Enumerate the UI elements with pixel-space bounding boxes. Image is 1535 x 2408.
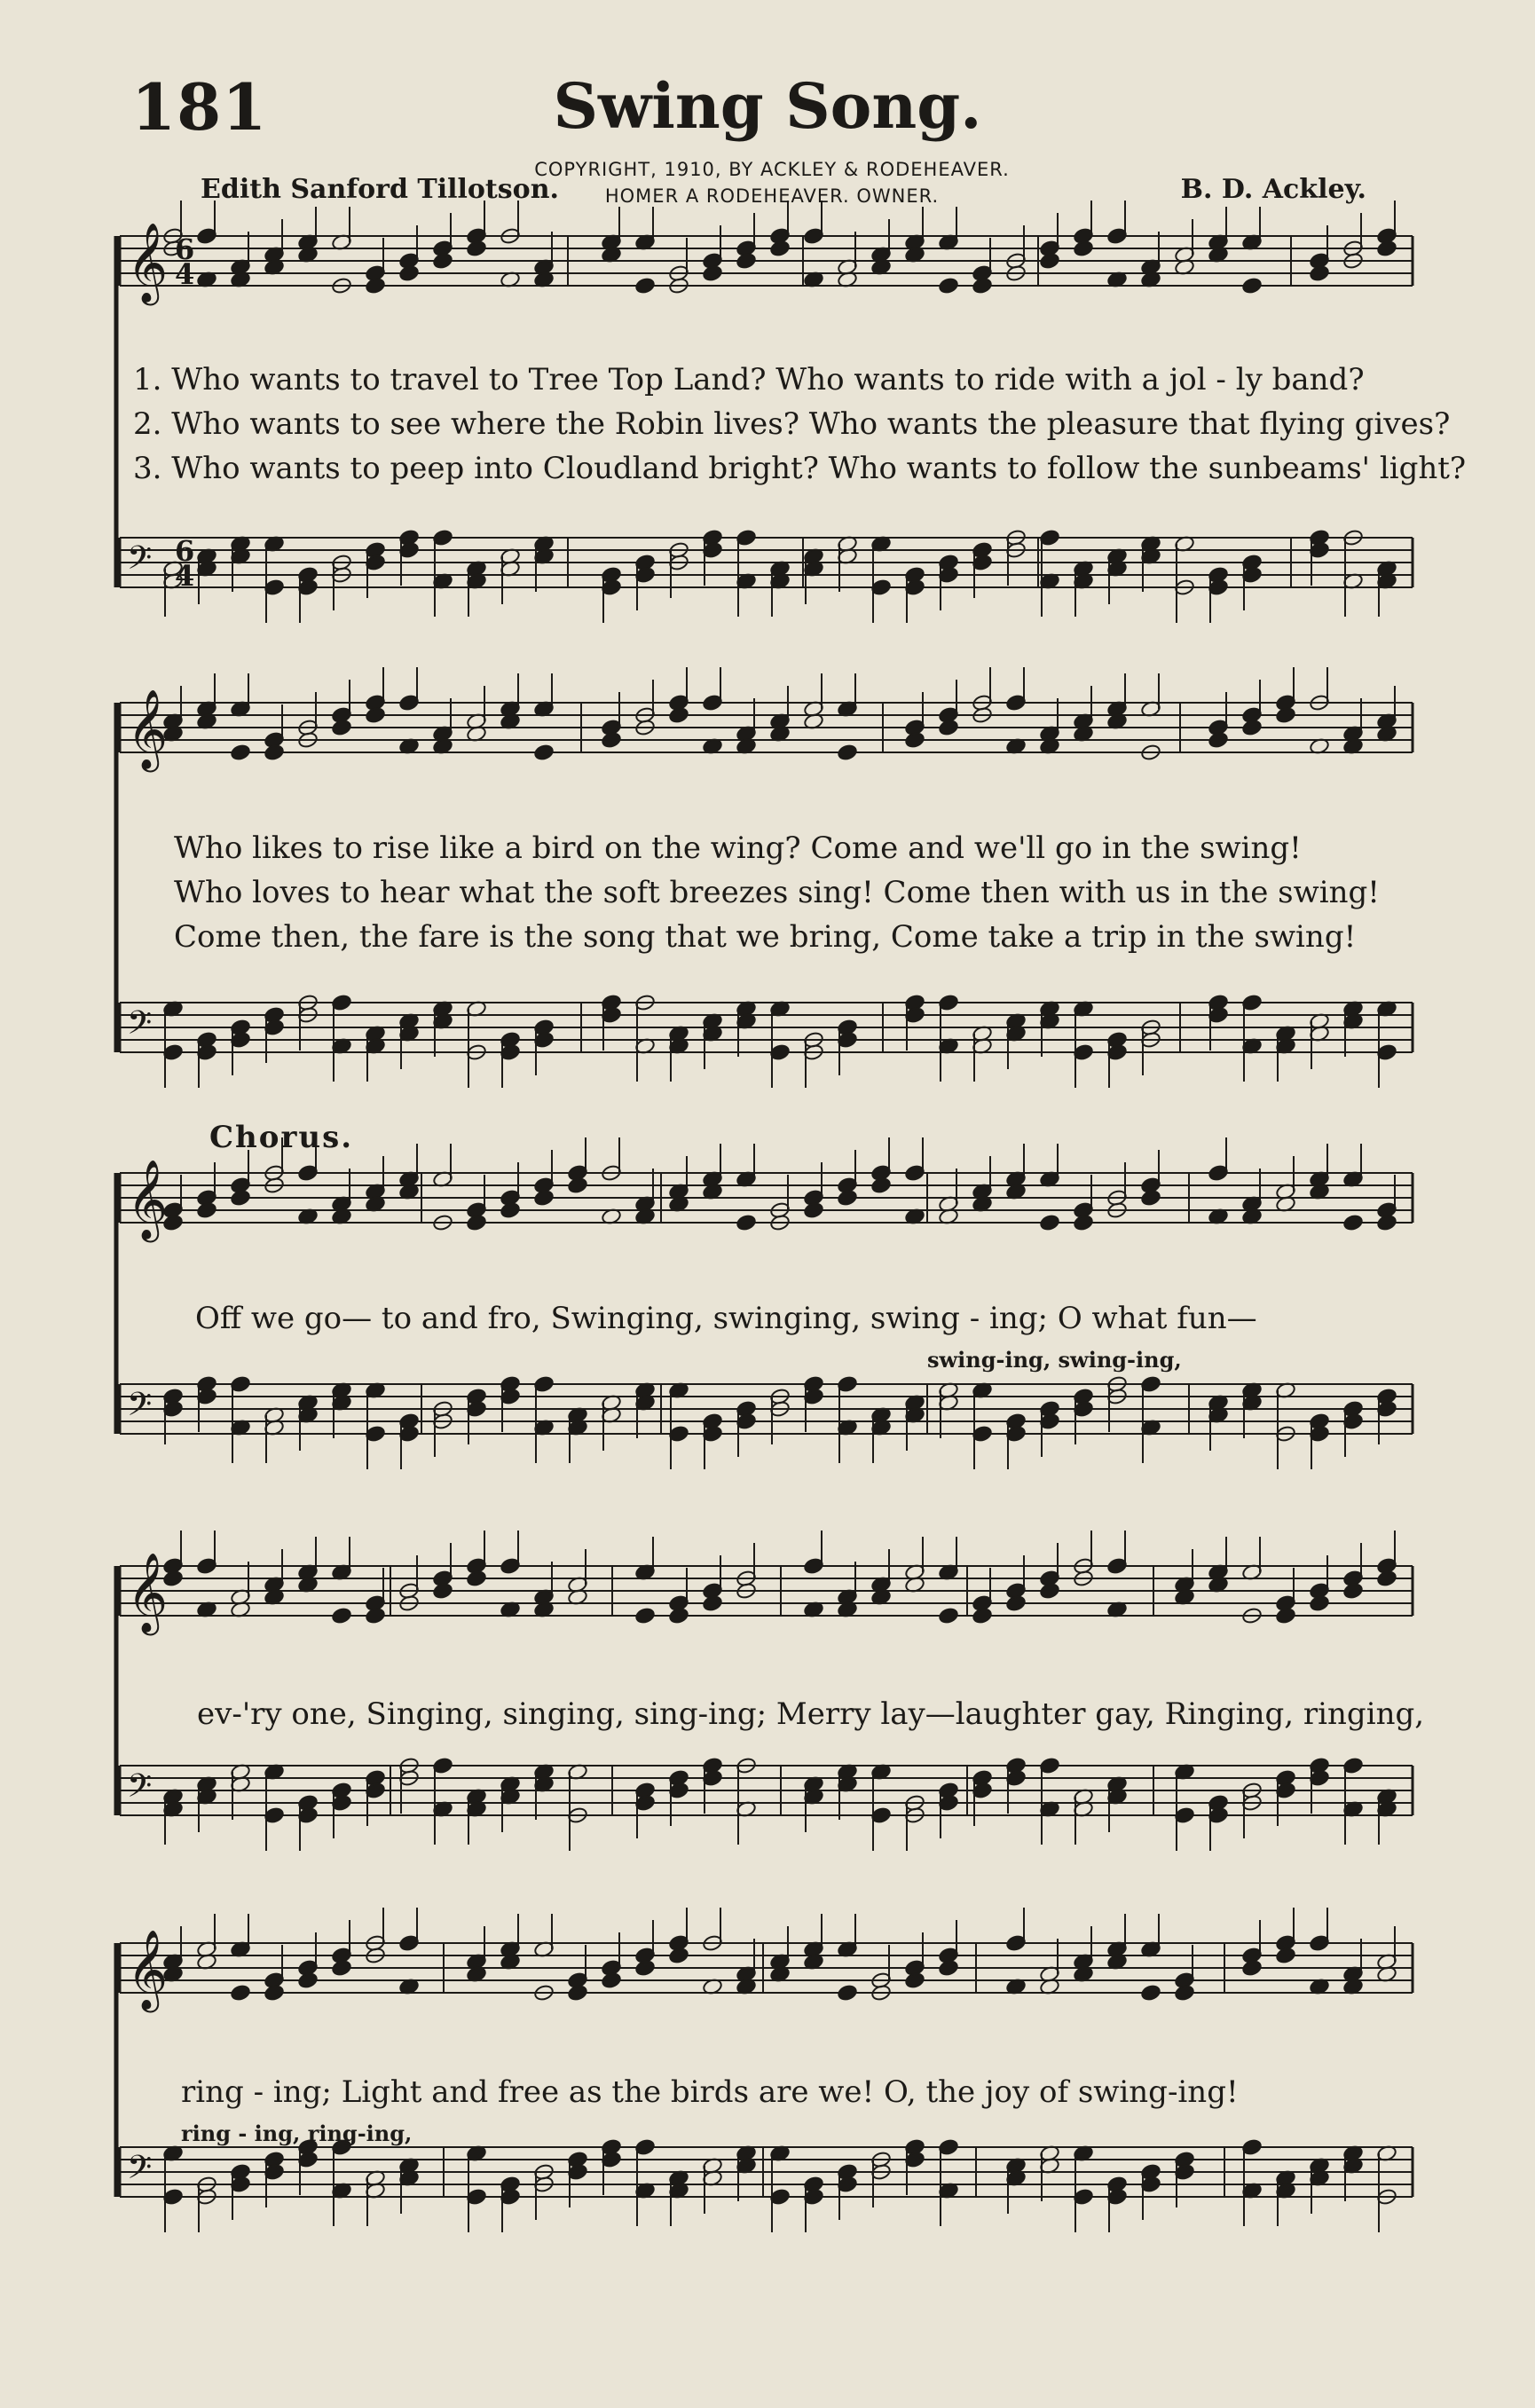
chorus-echo-3: ring - ing, ring-ing, bbox=[181, 2121, 413, 2146]
note-head bbox=[230, 744, 251, 761]
note-head bbox=[432, 252, 453, 270]
bass-clef-icon: 𝄢 bbox=[127, 539, 153, 585]
note-head bbox=[230, 1189, 251, 1207]
treble-clef-icon: 𝄞 bbox=[127, 223, 169, 303]
note-head bbox=[601, 1971, 622, 1989]
note-head bbox=[1039, 252, 1060, 270]
note-head bbox=[230, 1984, 251, 2002]
verse-2-line-2: Who loves to hear what the soft breezes sing! Come then with us in the swing! bbox=[174, 875, 1380, 910]
note-head bbox=[736, 1214, 757, 1232]
note-head bbox=[601, 731, 622, 749]
note-heads bbox=[162, 227, 1397, 2206]
note-head bbox=[533, 1189, 555, 1207]
note-head bbox=[1241, 1959, 1263, 1977]
note-head bbox=[1005, 1594, 1027, 1612]
clef-symbols bbox=[127, 223, 194, 2194]
note-head bbox=[769, 240, 791, 257]
note-head bbox=[1376, 1570, 1397, 1587]
note-head bbox=[331, 719, 352, 736]
note-head bbox=[634, 277, 656, 295]
note-head bbox=[837, 744, 858, 761]
chorus-line-3: ring - ing; Light and free as the birds are we! O, the joy of swing-ing! bbox=[181, 2074, 1239, 2110]
bass-clef-icon: 𝄢 bbox=[127, 2149, 153, 2194]
time-signature: 4 bbox=[175, 257, 195, 291]
note-head bbox=[904, 731, 925, 749]
chorus-label: Chorus. bbox=[209, 1120, 354, 1155]
note-head bbox=[634, 1959, 656, 1977]
note-head bbox=[803, 1201, 824, 1219]
note-head bbox=[365, 1607, 386, 1625]
note-head bbox=[1342, 1214, 1364, 1232]
note-head bbox=[398, 264, 420, 282]
note-head bbox=[870, 1176, 892, 1194]
chorus-line-2: ev-'ry one, Singing, singing, sing-ing; Merry lay—laughter gay, Ringing, ringing, bbox=[197, 1696, 1425, 1732]
time-signature: 4 bbox=[175, 559, 195, 593]
note-head bbox=[1241, 719, 1263, 736]
note-head bbox=[567, 1176, 588, 1194]
note-head bbox=[500, 1201, 521, 1219]
treble-clef-icon: 𝄞 bbox=[127, 1160, 169, 1239]
note-head bbox=[466, 240, 487, 257]
note-head bbox=[466, 1570, 487, 1587]
note-head bbox=[702, 1594, 723, 1612]
note-head bbox=[1241, 277, 1263, 295]
composer-credit: B. D. Ackley. bbox=[1180, 174, 1366, 205]
note-head bbox=[365, 706, 386, 724]
chorus-echo-1: swing-ing, swing-ing, bbox=[927, 1347, 1182, 1373]
hymn-title: Swing Song. bbox=[553, 69, 982, 143]
note-head bbox=[1309, 264, 1330, 282]
note-head bbox=[702, 264, 723, 282]
note-head bbox=[1275, 1607, 1296, 1625]
note-head bbox=[668, 1947, 689, 1964]
note-head bbox=[938, 1607, 959, 1625]
note-head bbox=[466, 1214, 487, 1232]
lyricist-credit: Edith Sanford Tillotson. bbox=[201, 174, 559, 205]
note-head bbox=[634, 1607, 656, 1625]
chorus-line-1: Off we go— to and fro, Swinging, swinging, swing - ing; O what fun— bbox=[195, 1301, 1257, 1336]
treble-clef-icon: 𝄞 bbox=[127, 1930, 169, 2010]
note-head bbox=[1309, 1594, 1330, 1612]
note-head bbox=[1073, 1214, 1094, 1232]
note-head bbox=[1208, 731, 1229, 749]
bass-clef-icon: 𝄢 bbox=[127, 1004, 153, 1050]
time-signature: 6 bbox=[175, 232, 195, 266]
note-head bbox=[668, 706, 689, 724]
note-head bbox=[1275, 1947, 1296, 1964]
note-head bbox=[938, 1959, 959, 1977]
note-head bbox=[1039, 1214, 1060, 1232]
note-head bbox=[1140, 1984, 1161, 2002]
note-head bbox=[297, 1971, 319, 1989]
note-head bbox=[1073, 240, 1094, 257]
note-head bbox=[331, 1959, 352, 1977]
verse-3-line-1: 3. Who wants to peep into Cloudland bright? Who wants to follow the sunbeams' light? bbox=[133, 451, 1467, 486]
copyright-line: HOMER A RODEHEAVER. OWNER. bbox=[604, 185, 940, 207]
hymn-number: 181 bbox=[131, 69, 268, 145]
note-head bbox=[938, 277, 959, 295]
note-head bbox=[972, 277, 993, 295]
note-head bbox=[904, 1971, 925, 1989]
note-head bbox=[264, 1984, 285, 2002]
note-head bbox=[736, 252, 757, 270]
note-head bbox=[938, 719, 959, 736]
note-head bbox=[567, 1984, 588, 2002]
note-head bbox=[1174, 1984, 1195, 2002]
note-head bbox=[533, 744, 555, 761]
note-head bbox=[1039, 1582, 1060, 1600]
note-head bbox=[668, 1607, 689, 1625]
treble-clef-icon: 𝄞 bbox=[127, 1553, 169, 1633]
verse-2-line-1: 2. Who wants to see where the Robin lives? Who wants the pleasure that flying gives? bbox=[133, 406, 1451, 442]
copyright-line: COPYRIGHT, 1910, BY ACKLEY & RODEHEAVER. bbox=[534, 159, 1010, 180]
note-head bbox=[1342, 1582, 1364, 1600]
note-head bbox=[365, 277, 386, 295]
verse-1-line-2: Who likes to rise like a bird on the wing? Come and we'll go in the swing! bbox=[174, 830, 1302, 866]
time-signature: 6 bbox=[175, 534, 195, 568]
note-head bbox=[1140, 1189, 1161, 1207]
bass-clef-icon: 𝄢 bbox=[127, 1767, 153, 1813]
note-head bbox=[432, 1582, 453, 1600]
bass-clef-icon: 𝄢 bbox=[127, 1386, 153, 1431]
treble-clef-icon: 𝄞 bbox=[127, 689, 169, 769]
verse-3-line-2: Come then, the fare is the song that we bring, Come take a trip in the swing! bbox=[174, 919, 1357, 955]
verse-1-line-1: 1. Who wants to travel to Tree Top Land? Who wants to ride with a jol - ly band? bbox=[133, 362, 1365, 397]
note-head bbox=[1376, 1214, 1397, 1232]
note-head bbox=[331, 1607, 352, 1625]
note-head bbox=[264, 744, 285, 761]
note-head bbox=[1376, 240, 1397, 257]
note-head bbox=[972, 1607, 993, 1625]
note-head bbox=[837, 1984, 858, 2002]
note-head bbox=[837, 1189, 858, 1207]
note-head bbox=[196, 1201, 217, 1219]
note-head bbox=[1275, 706, 1296, 724]
